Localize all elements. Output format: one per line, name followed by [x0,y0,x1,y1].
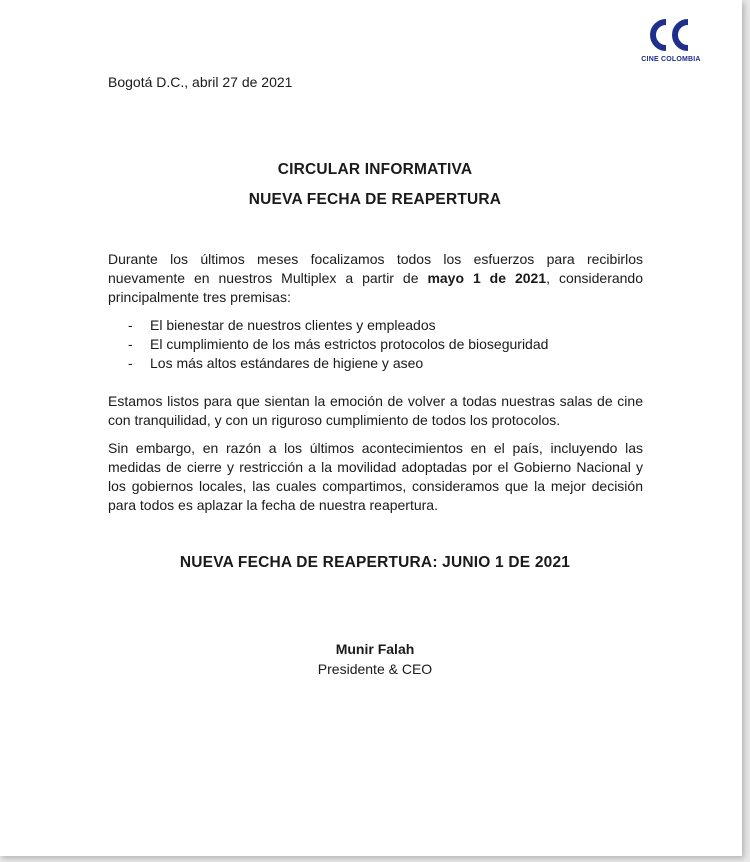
signature-role: Presidente & CEO [317,661,433,677]
premises-list [108,316,643,373]
bullet-dash: - [128,336,133,352]
list-item-text: El bienestar de nuestros clientes y empleados [150,317,436,333]
paragraph-intro-date: mayo 1 de 2021 [427,270,547,286]
list-item [108,316,643,335]
new-reopening-date: NUEVA FECHA DE REAPERTURA: JUNIO 1 DE 2021 [179,554,571,571]
letter-date: Bogotá D.C., abril 27 de 2021 [108,74,293,90]
paragraph-intro-end: , considerando principalmente tres premisas: [108,270,644,305]
cine-colombia-logo-icon [640,16,702,54]
list-item [108,335,643,354]
bullet-dash: - [128,355,133,371]
brand-logo [640,16,702,68]
list-item-text: Los más altos estándares de higiene y aseo [150,355,424,371]
paragraph-postpone: Sin embargo, en razón a los últimos acontecimientos en el país, incluyendo las medidas de cierre y restricción a la movilidad adoptadas por el Gobierno Nacional y los gobiernos locales, las cuales compartimos, consideramos que la mejor decisión para todos es aplazar la fecha de nuestra reapertura. [108,440,643,513]
list-item [108,354,643,373]
list-item-text: El cumplimiento de los más estrictos protocolos de bioseguridad [150,336,549,352]
paragraph-intro [108,250,643,307]
signature-name: Munir Falah [335,641,415,657]
logo-wordmark: CINE COLOMBIA [641,56,701,63]
bullet-dash: - [128,317,133,333]
letter-title: CIRCULAR INFORMATIVA [277,161,473,178]
paragraph-intro-start: Durante los últimos meses focalizamos todos los esfuerzos para recibirlos nuevamente en nuestros Multiplex a partir de [108,251,643,286]
letter-subtitle: NUEVA FECHA DE REAPERTURA [248,191,502,208]
paragraph-ready: Estamos listos para que sientan la emoción de volver a todas nuestras salas de cine con tranquilidad, y con un riguroso cumplimiento de todos los protocolos. [108,393,643,428]
